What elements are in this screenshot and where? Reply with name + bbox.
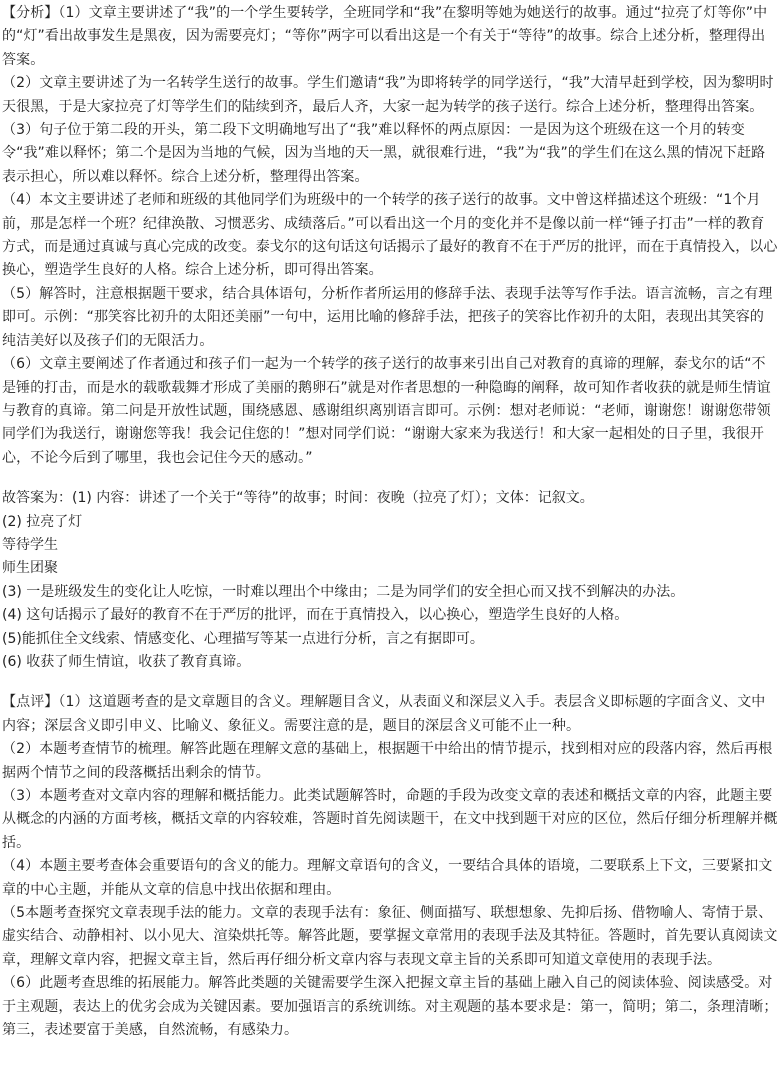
analysis-paragraph: （4）本文主要讲述了老师和班级的其他同学们为班级中的一个转学的孩子送行的故事。文中曾这样描述这个班级：“1个月前，那是怎样一个班？纪律涣散、习惯恶劣、成绩落后。”可以看出这一个月的变化并不是像以前一样“锤子打击”一样的教育方式，而是通过真诚与真心完成的改变。泰戈尔的这句话这句话揭示了最好的教育不在于严厉的批评，而在于真情投入，以心换心，塑造学生良好的人格。综合上述分析，即可得出答案。 (2, 192, 778, 279)
comment-paragraph: （5本题考查探究文章表现手法的能力。文章的表现手法有：象征、侧面描写、联想想象、先抑后扬、借物喻人、寄情于景、虚实结合、动静相衬、以小见大、渲染烘托等。解答此题，要掌握文章常用的表现手法及其特征。答题时，首先要认真阅读文章，理解文章内容，把握文章主旨，然后再仔细分析文章内容与表现文章主旨的关系即可知道文章使用的表现手法。 (2, 905, 778, 968)
analysis-paragraph: （6）文章主要阐述了作者通过和孩子们一起为一个转学的孩子送行的故事来引出自己对教育的真谛的理解，泰戈尔的话“不是锤的打击，而是水的载歌载舞才形成了美丽的鹅卵石”就是对作者思想的一种隐晦的阐释，故可知作者收获的就是师生情谊与教育的真谛。第二问是开放性试题，围绕感恩、感谢组织离别语言即可。示例：想对老师说：“老师，谢谢您！谢谢您带领同学们为我送行，谢谢您等我！我会记住您的！”想对同学们说：“谢谢大家来为我送行！和大家一起相处的日子里，我很开心，不论今后到了哪里，我也会记住今天的感动。” (2, 356, 771, 466)
answer-line: 师生团聚 (2, 560, 58, 577)
analysis-paragraph: （3）句子位于第二段的开头，第二段下文明确地写出了“我”难以释怀的两点原因：一是因为这个班级在这一个月的转变令“我”难以释怀；第二个是因为当地的气候，因为当地的天一黑，就很难行进，“我”为“我”的学生们在这么黑的情况下赶路表示担心，所以难以释怀。综合上述分析，整理得出答案。 (2, 122, 766, 185)
comment-paragraph: （3）本题考查对文章内容的理解和概括能力。此类试题解答时，命题的手段为改变文章的表述和概括文章的内容，此题主要从概念的内涵的方面考核，概括文章的内容较难，答题时首先阅读题干，在文中找到题干对应的区位，然后仔细分析理解并概括。 (2, 788, 778, 851)
analysis-section (2, 2, 778, 470)
answer-line: (5)能抓住全文线索、情感变化、心理描写等某一点进行分析，言之有据即可。 (2, 630, 484, 647)
comment-paragraph: 【点评】（1）这道题考查的是文章题目的含义。理解题目含义，从表面义和深层义入手。表层含义即标题的字面含义、文中内容；深层含义即引申义、比喻义、象征义。需要注意的是，题目的深层含义可能不止一种。 (2, 694, 766, 734)
comment-section (2, 691, 778, 1042)
analysis-paragraph: （2）文章主要讲述了为一名转学生送行的故事。学生们邀请“我”为即将转学的同学送行，“我”大清早赶到学校，因为黎明时天很黑，于是大家拉亮了灯等学生们的陆续到齐，最后人齐，大家一起为转学的孩子送行。综合上述分析，整理得出答案。 (2, 75, 774, 115)
comment-paragraph: （6）此题考查思维的拓展能力。解答此类题的关键需要学生深入把握文章主旨的基础上融入自己的阅读体验、阅读感受。对于主观题，表达上的优劣会成为关键因素。要加强语言的系统训练。对主观题的基本要求是：第一，简明；第二，条理清晰；第三，表述要富于美感，自然流畅，有感染力。 (2, 975, 778, 1039)
answer-line: 故答案为：(1) 内容：讲述了一个关于“等待”的故事；时间：夜晚（拉亮了灯）；文体：记叙文。 (2, 490, 594, 507)
analysis-paragraph: （5）解答时，注意根据题干要求，结合具体语句，分析作者所运用的修辞手法、表现手法等写作手法。语言流畅，言之有理即可。示例：“那笑容比初升的太阳还美丽”一句中，运用比喻的修辞手法，把孩子的笑容比作初升的太阳，表现出其笑容的纯洁美好以及孩子们的无限活力。 (2, 285, 773, 349)
answer-line: 等待学生 (2, 536, 58, 553)
answer-line: (2) 拉亮了灯 (2, 513, 83, 530)
comment-paragraph: （2）本题考查情节的梳理。解答此题在理解文意的基础上，根据题干中给出的情节提示，找到相对应的段落内容，然后再根据两个情节之间的段落概括出剩余的情节。 (2, 741, 773, 781)
comment-paragraph: （4）本题主要考查体会重要语句的含义的能力。理解文章语句的含义，一要结合具体的语境，二要联系上下文，三要紧扣文章的中心主题，并能从文章的信息中找出依据和理由。 (2, 858, 773, 898)
analysis-paragraph: 【分析】（1）文章主要讲述了“我”的一个学生要转学，全班同学和“我”在黎明等她为她送行的故事。通过“拉亮了灯等你”中的“灯”看出故事发生是黑夜，因为需要亮灯；“等你”两字可以看出这是一个有关于“等待”的故事。综合上述分析，整理得出答案。 (2, 5, 768, 68)
answer-line: (3) 一是班级发生的变化让人吃惊，一时难以理出个中缘由；二是为同学们的安全担心而又找不到解决的办法。 (2, 583, 685, 600)
answer-line: (4) 这句话揭示了最好的教育不在于严厉的批评，而在于真情投入，以心换心，塑造学生良好的人格。 (2, 607, 629, 624)
answer-line: (6) 收获了师生情谊，收获了教育真谛。 (2, 653, 251, 670)
answer-section (2, 487, 778, 674)
